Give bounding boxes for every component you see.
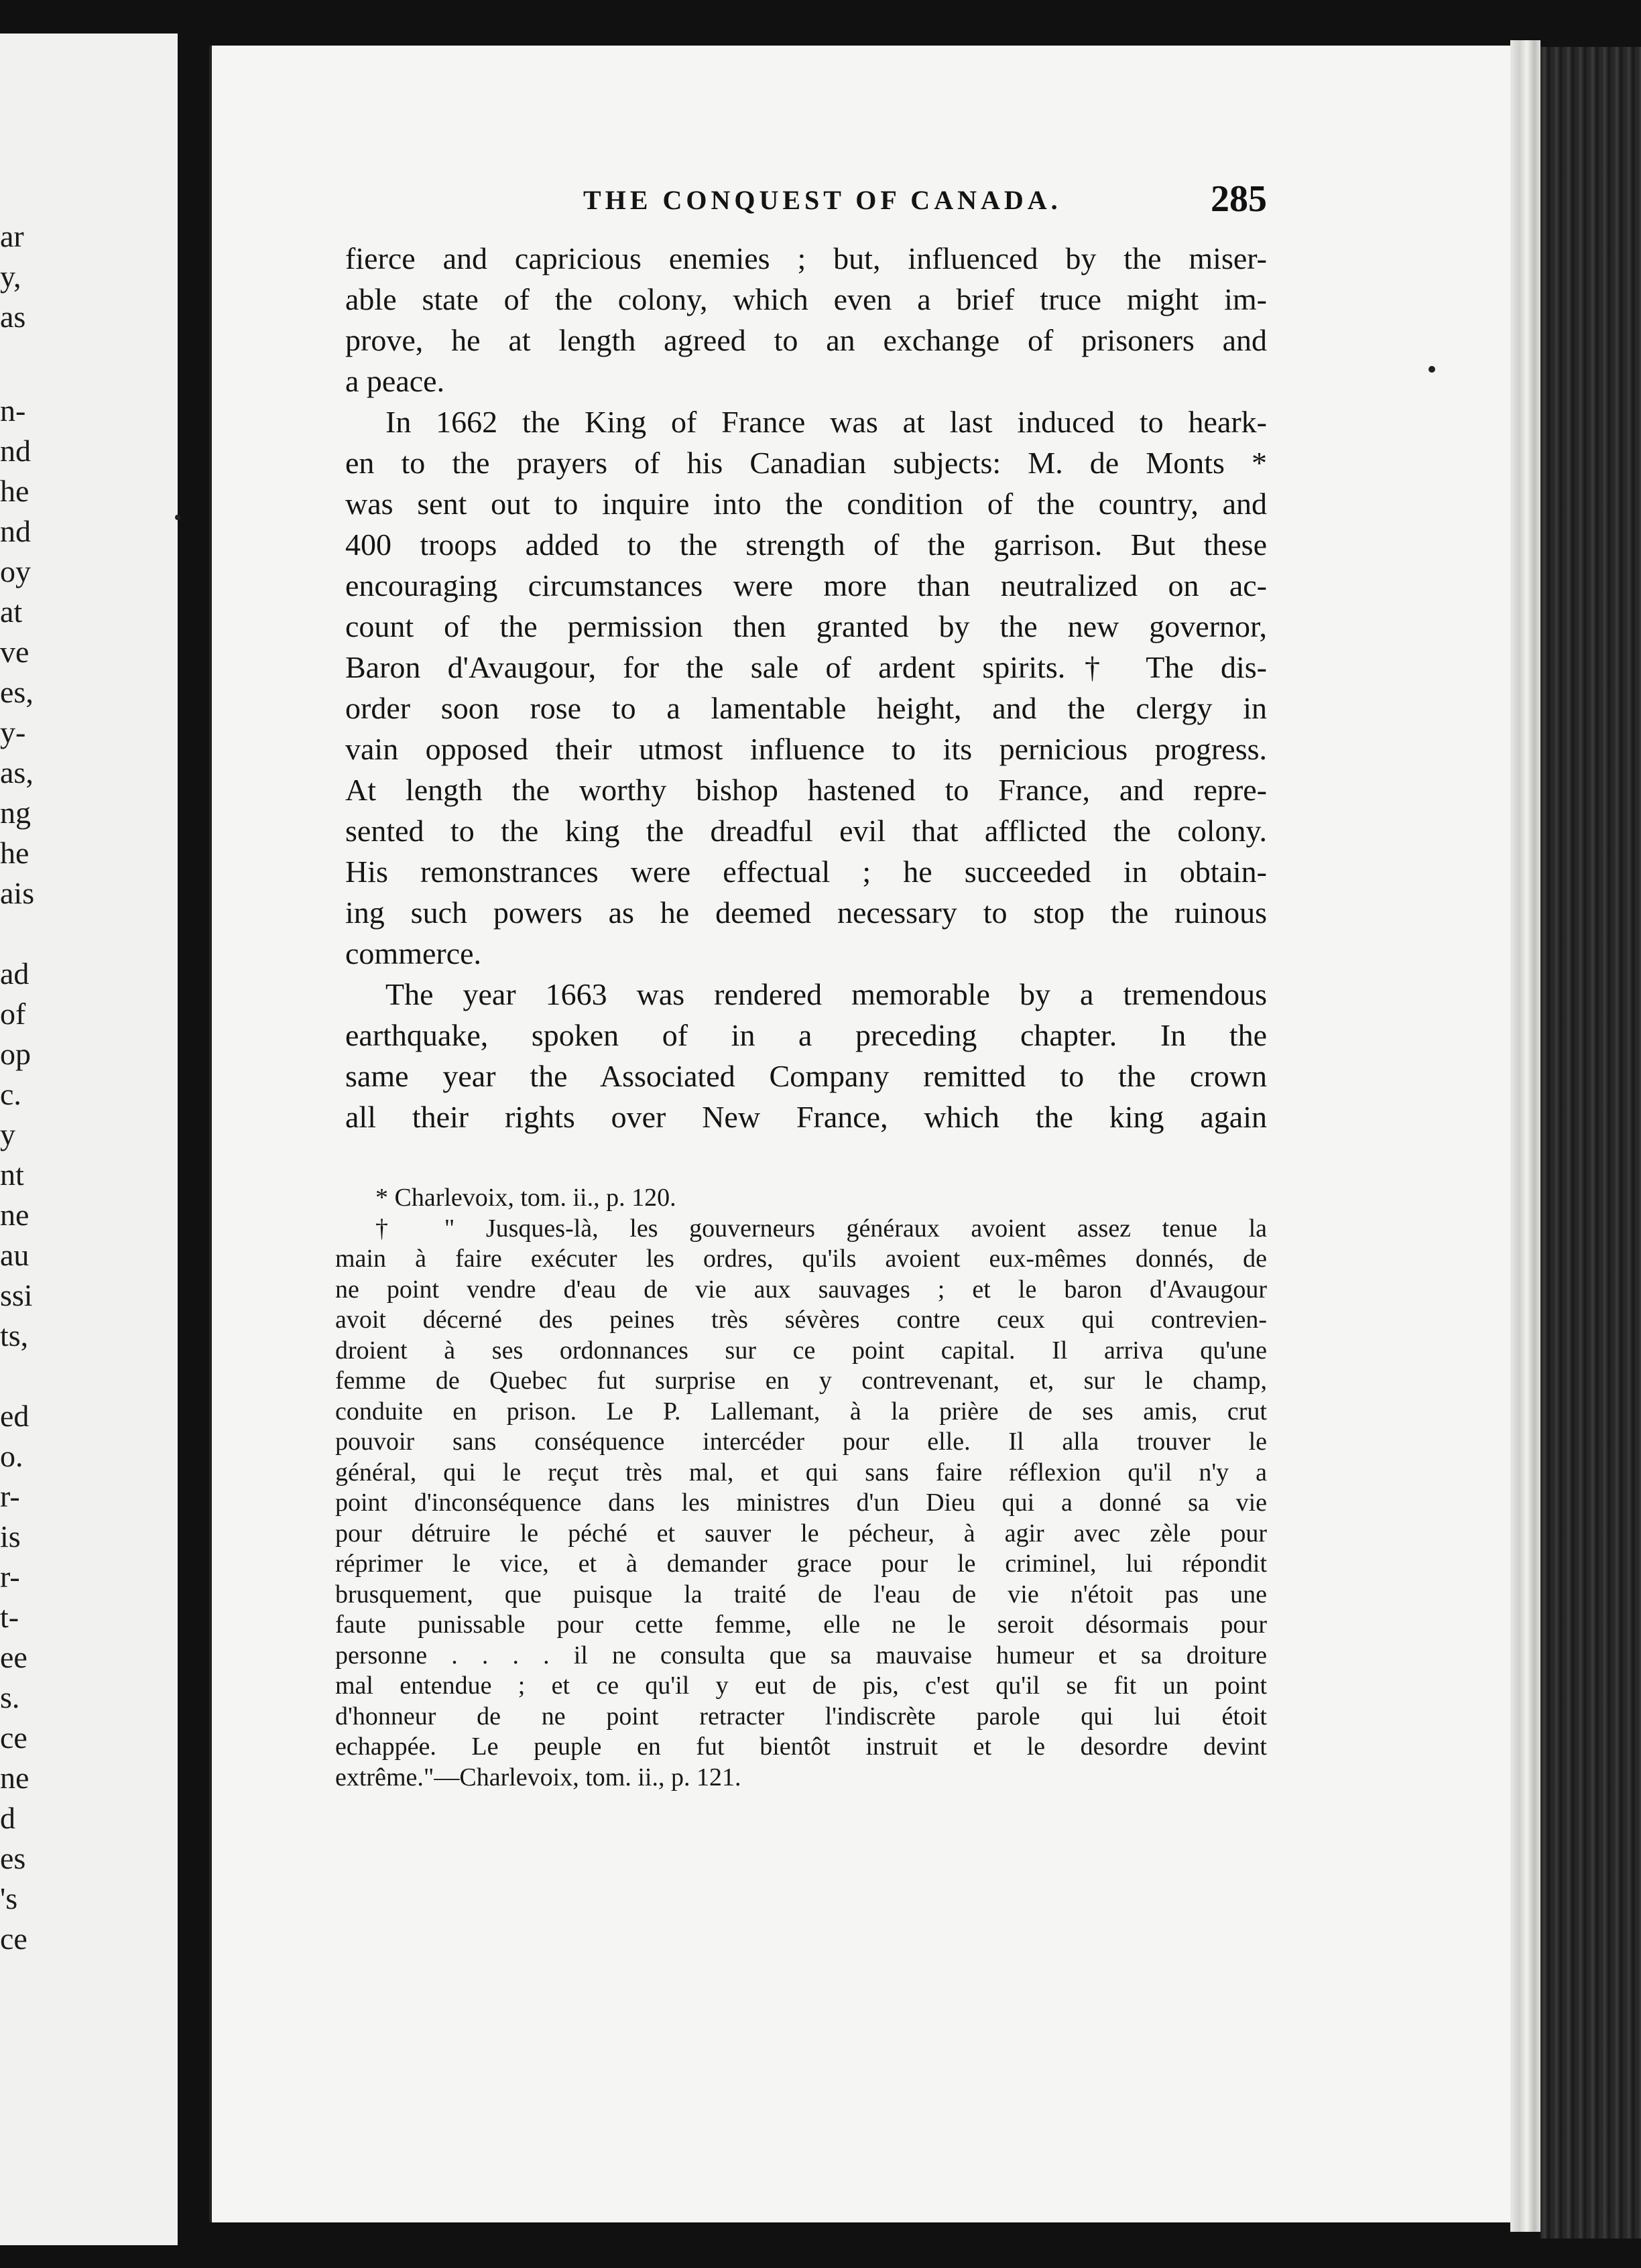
- text-line: same year the Associated Company remitted to the crown: [345, 1059, 1267, 1093]
- facing-page-fragment: he: [0, 474, 29, 508]
- footnote-line: femme de Quebec fut surprise en y contrevenant, et, sur le champ,: [335, 1367, 1267, 1395]
- facing-page-fragment: nt: [0, 1157, 24, 1192]
- facing-page-fragment: au: [0, 1238, 29, 1272]
- facing-page-fragment: r-: [0, 1560, 20, 1594]
- footnote-line: ne point vendre d'eau de vie aux sauvages ; et le baron d'Avaugour: [335, 1275, 1267, 1304]
- text-line: order soon rose to a lamentable height, and the clergy in: [345, 691, 1267, 725]
- facing-page-fragment: he: [0, 836, 29, 870]
- footnote-line: réprimer le vice, et à demander grace pour le criminel, lui répondit: [335, 1550, 1267, 1578]
- text-line: ing such powers as he deemed necessary to stop the ruinous: [345, 895, 1267, 930]
- footnote-line: mal entendue ; et ce qu'il y eut de pis, c'est qu'il se fit un point: [335, 1672, 1267, 1700]
- facing-page-fragment: o.: [0, 1439, 23, 1473]
- text-line: able state of the colony, which even a brief truce might im-: [345, 282, 1267, 316]
- facing-page-fragment: ne: [0, 1761, 29, 1795]
- text-line: en to the prayers of his Canadian subjects: M. de Monts *: [345, 446, 1267, 480]
- facing-page-fragment: nd: [0, 514, 31, 548]
- facing-page-fragment: es,: [0, 675, 34, 709]
- facing-page-fragment: y-: [0, 715, 26, 749]
- footnote-line: point d'inconséquence dans les ministres d'un Dieu qui a donné sa vie: [335, 1489, 1267, 1517]
- page-number: 285: [1211, 178, 1267, 220]
- facing-page-fragment: oy: [0, 554, 31, 588]
- text-line: fierce and capricious enemies ; but, influenced by the miser-: [345, 241, 1267, 275]
- text-line: all their rights over New France, which the king again: [345, 1100, 1267, 1134]
- facing-page-fragment: s.: [0, 1680, 20, 1714]
- text-line: In 1662 the King of France was at last induced to heark-: [385, 405, 1267, 439]
- footnote-line: pouvoir sans conséquence intercéder pour elle. Il alla trouver le: [335, 1428, 1267, 1456]
- facing-page-fragment: ne: [0, 1198, 29, 1232]
- text-line: commerce.: [345, 936, 482, 970]
- text-line: The year 1663 was rendered memorable by a tremendous: [385, 977, 1267, 1011]
- facing-page-fragment: ais: [0, 876, 35, 910]
- footnote-line: d'honneur de ne point retracter l'indiscrète parole qui lui étoit: [335, 1702, 1267, 1730]
- footnote-line: main à faire exécuter les ordres, qu'ils avoient eux-mêmes donnés, de: [335, 1245, 1267, 1273]
- facing-page-fragment: of: [0, 997, 26, 1031]
- facing-page-fragment: c.: [0, 1077, 21, 1111]
- footnote: [335, 1214, 1267, 1793]
- footnotes: [335, 1183, 1267, 1793]
- facing-page-fragment: ve: [0, 635, 29, 669]
- facing-page-edge: [0, 34, 178, 2245]
- facing-page-fragment: ar: [0, 219, 24, 253]
- facing-page-fragment: 's: [0, 1881, 18, 1915]
- text-line: encouraging circumstances were more than neutralized on ac-: [345, 568, 1267, 603]
- footnote-line: personne . . . . il ne consulta que sa mauvaise humeur et sa droiture: [335, 1641, 1267, 1670]
- facing-page-fragment: ed: [0, 1399, 29, 1433]
- text-line: earthquake, spoken of in a preceding chapter. In the: [345, 1018, 1267, 1052]
- text-line: a peace.: [345, 364, 445, 398]
- running-title: THE CONQUEST OF CANADA.: [583, 185, 1062, 215]
- facing-page-fragment: y,: [0, 259, 21, 294]
- footnote-line: echappée. Le peuple en fut bientôt instruit et le desordre devint: [335, 1732, 1267, 1761]
- facing-page-fragment: as,: [0, 755, 34, 790]
- footnote-line: général, qui le reçut très mal, et qui sans faire réflexion qu'il n'y a: [335, 1458, 1267, 1487]
- paragraph: [345, 238, 1267, 401]
- facing-page-fragment: ad: [0, 956, 29, 991]
- footnote-line: conduite en prison. Le P. Lallemant, à la prière de ses amis, crut: [335, 1397, 1267, 1426]
- text-line: 400 troops added to the strength of the garrison. But these: [345, 527, 1267, 562]
- body-text: [345, 238, 1267, 1137]
- facing-page-fragment: at: [0, 594, 23, 629]
- facing-page-fragment: ts,: [0, 1318, 29, 1352]
- facing-page-fragment: t-: [0, 1600, 19, 1634]
- facing-page-fragment: es: [0, 1841, 26, 1875]
- text-line: sented to the king the dreadful evil that afflicted the colony.: [345, 814, 1267, 848]
- facing-page-fragment: ee: [0, 1640, 27, 1674]
- footnote-line: † " Jusques-là, les gouverneurs généraux avoient assez tenue la: [375, 1214, 1267, 1243]
- footnote: [335, 1183, 1267, 1214]
- paragraph: [345, 974, 1267, 1137]
- facing-page-fragment: ce: [0, 1922, 27, 1956]
- facing-page-fragment: d: [0, 1801, 15, 1835]
- facing-page-fragment: as: [0, 300, 26, 334]
- text-line: At length the worthy bishop hastened to France, and repre-: [345, 773, 1267, 807]
- facing-page-fragment: ce: [0, 1720, 27, 1755]
- facing-page-fragment: n-: [0, 393, 26, 428]
- footnote-line: droient à ses ordonnances sur ce point capital. Il arriva qu'une: [335, 1336, 1267, 1365]
- facing-page-fragment: r-: [0, 1479, 20, 1513]
- footnote-line: avoit décerné des peines très sévères contre ceux qui contrevien-: [335, 1306, 1267, 1334]
- facing-page-fragment: is: [0, 1519, 21, 1554]
- facing-page-fragment: y: [0, 1117, 15, 1151]
- text-line: prove, he at length agreed to an exchange of prisoners and: [345, 323, 1267, 357]
- page-header: [576, 178, 1267, 225]
- facing-page-fragment: ng: [0, 796, 31, 830]
- facing-page-fragment: ssi: [0, 1278, 33, 1312]
- page-edges: [1510, 40, 1540, 2232]
- text-line: was sent out to inquire into the condition of the country, and: [345, 487, 1267, 521]
- text-line: His remonstrances were effectual ; he succeeded in obtain-: [345, 855, 1267, 889]
- ink-speck: [1429, 366, 1435, 373]
- paragraph: [345, 401, 1267, 974]
- footnote-line: faute punissable pour cette femme, elle ne le seroit désormais pour: [335, 1611, 1267, 1639]
- footnote-line: pour détruire le péché et sauver le pécheur, à agir avec zèle pour: [335, 1519, 1267, 1548]
- text-line: vain opposed their utmost influence to its pernicious progress.: [345, 732, 1267, 766]
- ink-speck: [175, 515, 180, 520]
- footnote-line: * Charlevoix, tom. ii., p. 120.: [375, 1184, 676, 1212]
- text-line: count of the permission then granted by the new governor,: [345, 609, 1267, 643]
- book-binding: [1540, 47, 1641, 2239]
- footnote-line: extrême."—Charlevoix, tom. ii., p. 121.: [335, 1763, 741, 1791]
- book-gutter: [178, 27, 211, 2252]
- facing-page-fragment: nd: [0, 434, 31, 468]
- facing-page-fragment: op: [0, 1037, 31, 1071]
- text-line: Baron d'Avaugour, for the sale of ardent spirits.† The dis-: [345, 650, 1267, 684]
- footnote-line: brusquement, que puisque la traité de l'eau de vie n'étoit pas une: [335, 1580, 1267, 1609]
